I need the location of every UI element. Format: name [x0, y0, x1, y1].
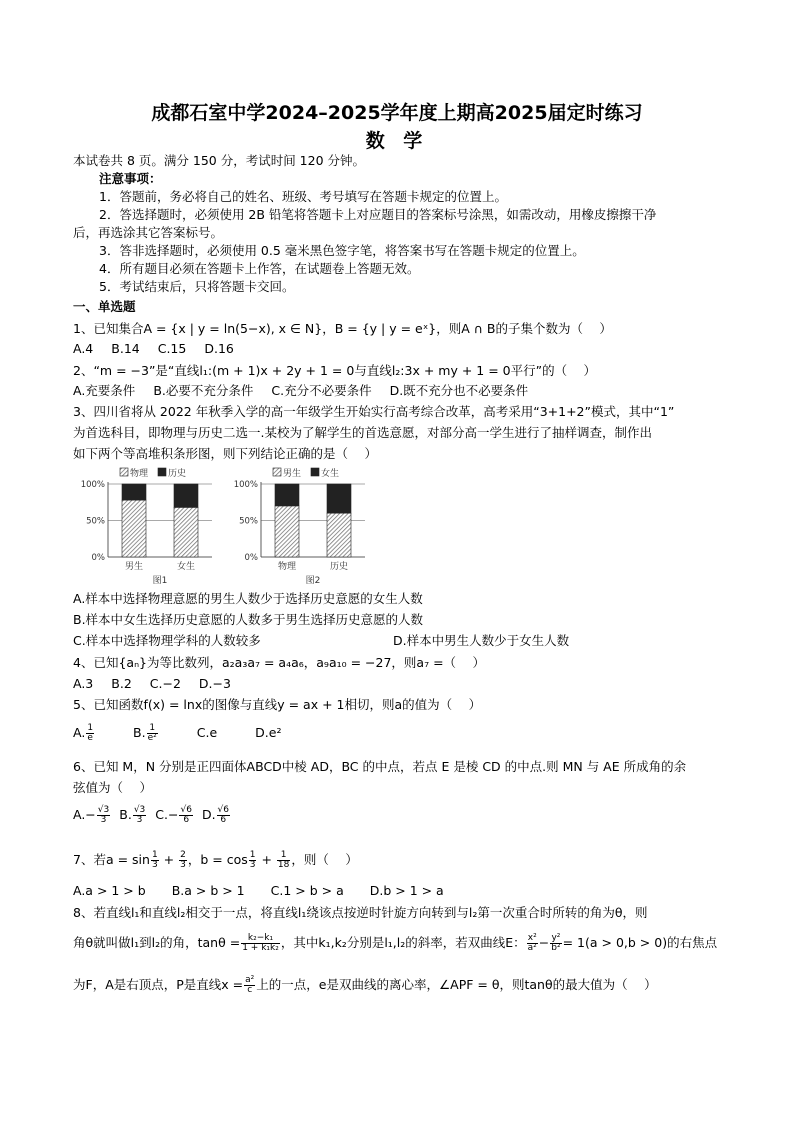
chart-legend	[273, 467, 339, 479]
q4-option-b[interactable]: B.2	[111, 676, 132, 691]
y-tick-label-1: 50%	[86, 516, 105, 527]
legend-label-1: 女生	[321, 469, 340, 479]
q1-option-c[interactable]: C.15	[157, 341, 187, 356]
q4-stem: 4、已知{aₙ}为等比数列，a₂a₃a₇ = a₄a₆，a₉a₁₀ = −27，则a₇ =（ ）	[73, 655, 486, 670]
notes-title: 注意事项：	[99, 171, 162, 186]
exam-title: 成都石室中学2024–2025学年度上期高2025届定时练习	[151, 102, 643, 124]
bar-物理-男生	[275, 506, 299, 557]
exam-subject: 数 学	[365, 130, 429, 152]
chart-title: 图2	[305, 576, 321, 586]
exam-summary: 本试卷共 8 页。满分 150 分，考试时间 120 分钟。	[73, 153, 366, 168]
q7-options	[73, 882, 462, 900]
q1-option-b[interactable]: B.14	[111, 341, 140, 356]
section-single-choice: 一、单选题	[73, 299, 136, 314]
chart-title: 图1	[152, 576, 168, 586]
q5-stem: 5、已知函数f(x) = lnx的图像与直线y = ax + 1相切，则a的值为（ ）	[73, 697, 482, 712]
q2-options	[73, 382, 546, 400]
q3-option-d[interactable]: D.样本中男生人数少于女生人数	[393, 633, 570, 648]
y-tick-label-0: 0%	[91, 553, 105, 563]
q8-line-2: 角θ就叫做l₁到l₂的角，tanθ = $\frac{\text{k₂−k₁}}{\text{1 + k₁k₂}}$ ，其中k₁,k₂分别是l₁,l₂的斜率，若双曲线E： $\frac{\text{x²}}{\text{a²}}$ − $\frac{\text{y²}}{\text{b²}}$ = 1(a > 0,b > 0)的右焦点	[73, 933, 718, 953]
q1-stem: 1、已知集合A = {x | y = ln(5−x), x ∈ N}，B = {y | y = eˣ}，则A ∩ B的子集个数为（ ）	[73, 321, 612, 336]
legend-swatch-0	[120, 468, 128, 476]
q5-option-c[interactable]: C.e	[196, 725, 218, 740]
legend-label-0: 物理	[130, 469, 149, 479]
q6-option-b[interactable]: B. $\frac{√3}{3}$	[119, 805, 146, 825]
q5-option-b[interactable]: B. $\frac{1}{\text{e²}}$	[133, 723, 157, 743]
q2-option-d[interactable]: D.既不充分也不必要条件	[389, 383, 529, 398]
legend-label-0: 男生	[283, 469, 302, 479]
note-3: 3．答非选择题时，必须使用 0.5 毫米黑色签字笔，将答案书写在答题卡规定的位置上。	[99, 243, 585, 258]
q2-stem: 2、“m = −3”是“直线l₁:(m + 1)x + 2y + 1 = 0与直线l₂:3x + my + 1 = 0平行”的（ ）	[73, 363, 597, 378]
x-tick-label-0: 男生	[124, 562, 144, 572]
note-2: 2．答选择题时，必须使用 2B 铅笔将答题卡上对应题目的答案标号涂黑，如需改动，用橡皮擦擦干净	[99, 207, 657, 222]
q5-option-a-frac: $\frac{1}{e}$	[87, 723, 94, 743]
x-tick-label-1: 女生	[176, 562, 196, 572]
bar-男生-物理	[122, 500, 146, 557]
q6-stem-2: 弦值为（ ）	[73, 780, 152, 795]
note-1: 1．答题前，务必将自己的姓名、班级、考号填写在答题卡规定的位置上。	[99, 189, 507, 204]
q6-options	[73, 803, 249, 827]
x-tick-label-0: 物理	[277, 562, 297, 572]
q5-options	[73, 722, 299, 744]
bar-女生-历史	[174, 484, 198, 507]
q7-option-a[interactable]: A.a > 1 > b	[73, 883, 146, 898]
q3-options-cd	[73, 632, 569, 650]
bar-历史-女生	[327, 484, 351, 513]
legend-swatch-1	[311, 468, 319, 476]
legend-swatch-0	[273, 468, 281, 476]
q4-options	[73, 675, 249, 693]
legend-swatch-1	[158, 468, 166, 476]
q8-line-1: 8、若直线l₁和直线l₂相交于一点，将直线l₁绕该点按逆时针旋方向转到与l₂第一次重合时所转的角为θ，则	[73, 905, 648, 920]
q5-option-b-frac: $\frac{1}{\text{e²}}$	[147, 723, 157, 743]
bar-物理-女生	[275, 484, 299, 506]
q2-option-c[interactable]: C.充分不必要条件	[271, 383, 372, 398]
q4-option-a[interactable]: A.3	[73, 676, 94, 691]
note-5: 5．考试结束后，只将答题卡交回。	[99, 279, 295, 294]
q2-option-a[interactable]: A.充要条件	[73, 383, 136, 398]
q3-option-b[interactable]: B.样本中女生选择历史意愿的人数多于男生选择历史意愿的人数	[73, 612, 424, 627]
y-tick-label-2: 100%	[80, 480, 105, 490]
q8-line-3: 为F，A是右顶点，P是直线x = $\frac{\text{a²}}{c}$ 上的一点，e是双曲线的离心率，∠APF = θ，则tanθ的最大值为（ ）	[73, 975, 657, 995]
x-tick-label-1: 历史	[329, 562, 349, 572]
q6-stem-1: 6、已知 M，N 分别是正四面体ABCD中棱 AD，BC 的中点，若点 E 是棱 CD 的中点.则 MN 与 AE 所成角的余	[73, 759, 687, 774]
q1-option-d[interactable]: D.16	[204, 341, 234, 356]
q3-option-a[interactable]: A.样本中选择物理意愿的男生人数少于选择历史意愿的女生人数	[73, 591, 423, 606]
bar-历史-男生	[327, 513, 351, 557]
q5-option-a[interactable]: A. $\frac{1}{e}$	[73, 723, 94, 743]
q3-figure-2	[225, 462, 375, 587]
q4-option-d[interactable]: D.−3	[198, 676, 231, 691]
q6-option-d[interactable]: D. $\frac{√6}{6}$	[201, 805, 230, 825]
y-tick-label-1: 50%	[239, 516, 258, 527]
y-tick-label-2: 100%	[233, 480, 258, 490]
q7-stem: 7、若a = sin $\frac{1}{3}$ + $\frac{2}{3}$ ，b = cos $\frac{1}{3}$ + $\frac{1}{18}$ ，则（ ）	[73, 850, 358, 870]
y-tick-label-0: 0%	[244, 553, 258, 563]
q7-option-b[interactable]: B.a > b > 1	[171, 883, 245, 898]
bar-女生-物理	[174, 507, 198, 557]
note-4: 4．所有题目必须在答题卡上作答，在试题卷上答题无效。	[99, 261, 420, 276]
q1-option-a[interactable]: A.4	[73, 341, 94, 356]
q3-stem-3: 如下两个等高堆积条形图，则下列结论正确的是（ ）	[73, 446, 377, 461]
q3-option-c[interactable]: C.样本中选择物理学科的人数较多	[73, 633, 261, 648]
q4-option-c[interactable]: C.−2	[149, 676, 181, 691]
q6-option-c[interactable]: C.− $\frac{√6}{6}$	[155, 805, 192, 825]
note-2-cont: 后，再选涂其它答案标号。	[73, 225, 224, 240]
bar-男生-历史	[122, 484, 146, 500]
q3-figure-1	[72, 462, 222, 587]
q2-option-b[interactable]: B.必要不充分条件	[153, 383, 254, 398]
chart-legend	[120, 467, 186, 479]
q3-stem-2: 为首选科目，即物理与历史二选一.某校为了解学生的首选意愿，对部分高一学生进行了抽样调查，制作出	[73, 425, 652, 440]
q7-option-d[interactable]: D.b > 1 > a	[369, 883, 444, 898]
q3-stem-1: 3、四川省将从 2022 年秋季入学的高一年级学生开始实行高考综合改革，高考采用“3+1+2”模式，其中“1”	[73, 404, 675, 419]
legend-label-1: 历史	[168, 469, 187, 479]
q6-option-a[interactable]: A.− $\frac{√3}{3}$	[73, 805, 110, 825]
q7-option-c[interactable]: C.1 > b > a	[270, 883, 344, 898]
q1-options	[73, 340, 252, 358]
q5-option-d[interactable]: D.e²	[255, 725, 282, 740]
